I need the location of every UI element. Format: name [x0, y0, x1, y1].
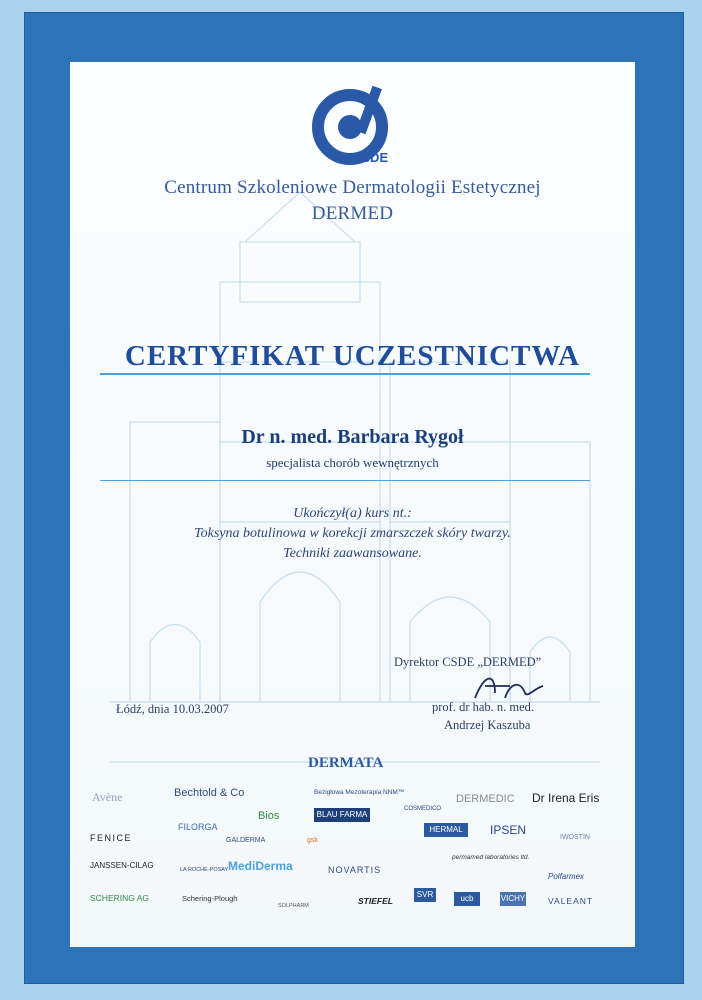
- sponsor-blau-farma: BLAU FARMA: [314, 808, 370, 822]
- sponsor-solpharm: SOLPHARM: [278, 903, 309, 909]
- sponsor-la-roche: LA ROCHE-POSAY: [180, 867, 229, 873]
- sponsor-permamed: permamed laboratories ltd.: [452, 854, 530, 861]
- certificate-sheet: [70, 62, 635, 947]
- title-underline: [100, 373, 590, 375]
- sponsor-iwostin: IWOSTIN: [560, 834, 590, 841]
- director-title: prof. dr hab. n. med.: [432, 700, 535, 714]
- course-title-line1: Toksyna botulinowa w korekcji zmarszczek skóry twarzy.: [194, 526, 511, 541]
- sponsor-bechtold: Bechtold & Co: [174, 787, 245, 799]
- recipient-specialty: specjalista chorób wewnętrznych: [266, 455, 439, 470]
- sponsor-novartis: NOVARTIS: [328, 865, 382, 875]
- director-role: Dyrektor CSDE „DERMED”: [394, 655, 542, 669]
- sponsor-janssen: JANSSEN-CILAG: [90, 861, 154, 870]
- sponsor-mediderma: MediDerma: [228, 859, 293, 873]
- sponsor-mezoterapia: Bezigłowa Mezoterapia NNM™: [314, 789, 405, 796]
- place-date: Łódź, dnia 10.03.2007: [116, 702, 229, 716]
- course-title-line2: Techniki zaawansowane.: [283, 546, 422, 561]
- sponsor-galderma: GALDERMA: [226, 837, 266, 844]
- sponsor-dermedic: DERMEDIC: [456, 793, 515, 805]
- sponsor-irena-eris: Dr Irena Eris: [532, 791, 600, 805]
- sponsor-stiefel: STIEFEL: [358, 896, 393, 906]
- certificate-title: CERTYFIKAT UCZESTNICTWA: [124, 340, 581, 372]
- sponsor-bios: Bios: [258, 810, 280, 822]
- institution-name: Centrum Szkoleniowe Dermatologii Estetycznej: [164, 177, 541, 198]
- institution-short-name: DERMED: [311, 203, 394, 224]
- sponsor-fenice: FENICE: [90, 833, 133, 843]
- sponsor-filorga: FILORGA: [178, 822, 218, 832]
- sponsor-dermata: DERMATA: [308, 755, 384, 771]
- sponsor-vichy: VICHY: [500, 892, 526, 906]
- sponsor-gsk: gsk: [307, 837, 318, 844]
- sponsor-polfarmex: Polfarmex: [548, 872, 585, 881]
- sponsor-ucb: ucb: [454, 892, 480, 906]
- sponsor-svr: SVR: [414, 888, 436, 902]
- sponsor-avene: Avène: [92, 790, 123, 804]
- name-underline: [100, 480, 590, 481]
- sponsor-valeant: VALEANT: [548, 896, 594, 906]
- sponsor-schering: SCHERING AG: [90, 893, 150, 903]
- sponsor-schering-plough: Schering-Plough: [182, 894, 238, 903]
- logo-text: CSDE: [352, 150, 389, 165]
- recipient-name: Dr n. med. Barbara Rygoł: [241, 426, 464, 448]
- completed-label: Ukończył(a) kurs nt.:: [293, 506, 412, 521]
- sponsor-ipsen: IPSEN: [490, 823, 527, 837]
- director-name: Andrzej Kaszuba: [444, 718, 531, 732]
- sponsor-hermal: HERMAL: [424, 823, 468, 837]
- sponsor-cosmedico: COSMEDICO: [404, 806, 442, 812]
